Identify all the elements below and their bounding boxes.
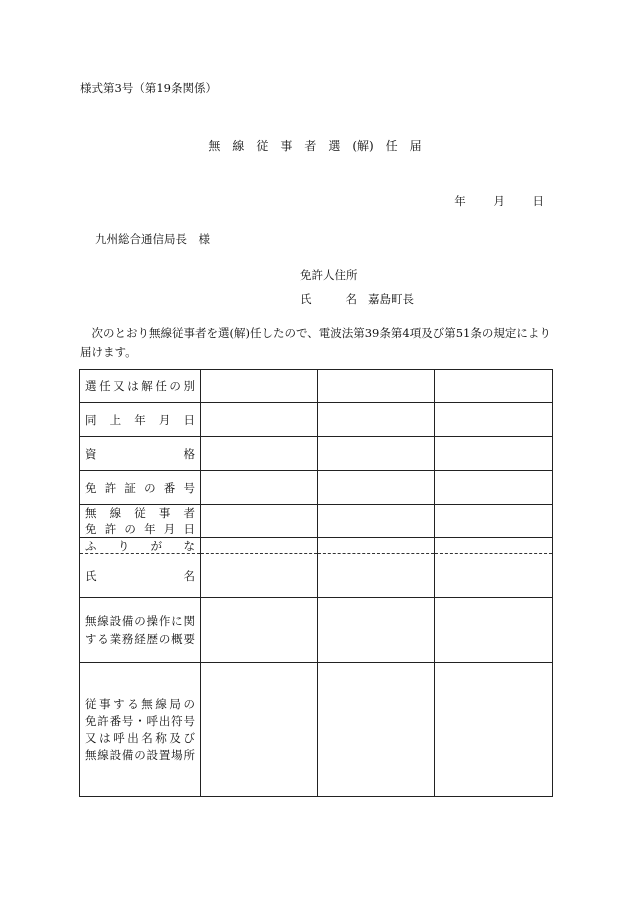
table-row [80, 505, 553, 538]
form-number: 様式第3号（第19条関係） [80, 81, 217, 95]
table-row [80, 538, 553, 554]
entry-cell[interactable] [201, 403, 318, 437]
entry-cell[interactable] [435, 471, 553, 505]
date-month-label: 月 [493, 194, 505, 208]
table-row [80, 403, 553, 437]
entry-cell[interactable] [435, 505, 553, 538]
table-row [80, 471, 553, 505]
entry-cell[interactable] [318, 437, 435, 471]
applicant-name-row [300, 291, 414, 307]
entry-cell[interactable] [201, 505, 318, 538]
entry-cell[interactable] [435, 370, 553, 403]
entry-cell[interactable] [318, 471, 435, 505]
entry-cell[interactable] [201, 437, 318, 471]
entry-cell[interactable] [201, 471, 318, 505]
row-label: 無線設備の操作に関 する業務経歴の概要 [80, 598, 201, 663]
date-line [454, 193, 544, 209]
document-title: 無 線 従 事 者 選 (解) 任 届 [208, 139, 422, 153]
applicant-name-value: 嘉島町長 [368, 292, 414, 306]
name-label-second: 名 [345, 292, 357, 306]
body-text: 次のとおり無線従事者を選(解)任したので、電波法第39条第4項及び第51条の規定により届けます。 [80, 326, 551, 359]
entry-cell[interactable] [435, 554, 553, 598]
notification-table [79, 369, 553, 797]
row-label: 氏名 [80, 554, 201, 598]
date-year-label: 年 [454, 194, 466, 208]
entry-cell[interactable] [318, 538, 435, 554]
entry-cell[interactable] [318, 403, 435, 437]
row-label: 無線従事者 免許の年月日 [80, 505, 201, 538]
name-label-first: 氏 [300, 292, 312, 306]
entry-cell[interactable] [435, 403, 553, 437]
table-row [80, 437, 553, 471]
date-day-label: 日 [532, 194, 544, 208]
entry-cell[interactable] [435, 437, 553, 471]
row-label: 免許証の番号 [80, 471, 201, 505]
entry-cell[interactable] [435, 538, 553, 554]
entry-cell[interactable] [201, 554, 318, 598]
applicant-address-label: 免許人住所 [300, 268, 358, 282]
entry-cell[interactable] [318, 598, 435, 663]
row-label: 資格 [80, 437, 201, 471]
row-label: ふりがな [80, 538, 201, 554]
entry-cell[interactable] [201, 663, 318, 797]
table-row [80, 663, 553, 797]
entry-cell[interactable] [318, 554, 435, 598]
entry-cell[interactable] [201, 538, 318, 554]
recipient: 九州総合通信局長 様 [95, 232, 210, 246]
entry-cell[interactable] [318, 370, 435, 403]
entry-cell[interactable] [318, 663, 435, 797]
entry-cell[interactable] [435, 598, 553, 663]
row-label: 従事する無線局の 免許番号・呼出符号 又は呼出名称及び 無線設備の設置場所 [80, 663, 201, 797]
row-label: 選任又は解任の別 [80, 370, 201, 403]
entry-cell[interactable] [201, 598, 318, 663]
table-row [80, 598, 553, 663]
row-label: 同上年月日 [80, 403, 201, 437]
entry-cell[interactable] [435, 663, 553, 797]
entry-cell[interactable] [318, 505, 435, 538]
entry-cell[interactable] [201, 370, 318, 403]
table-row [80, 554, 553, 598]
table-row [80, 370, 553, 403]
